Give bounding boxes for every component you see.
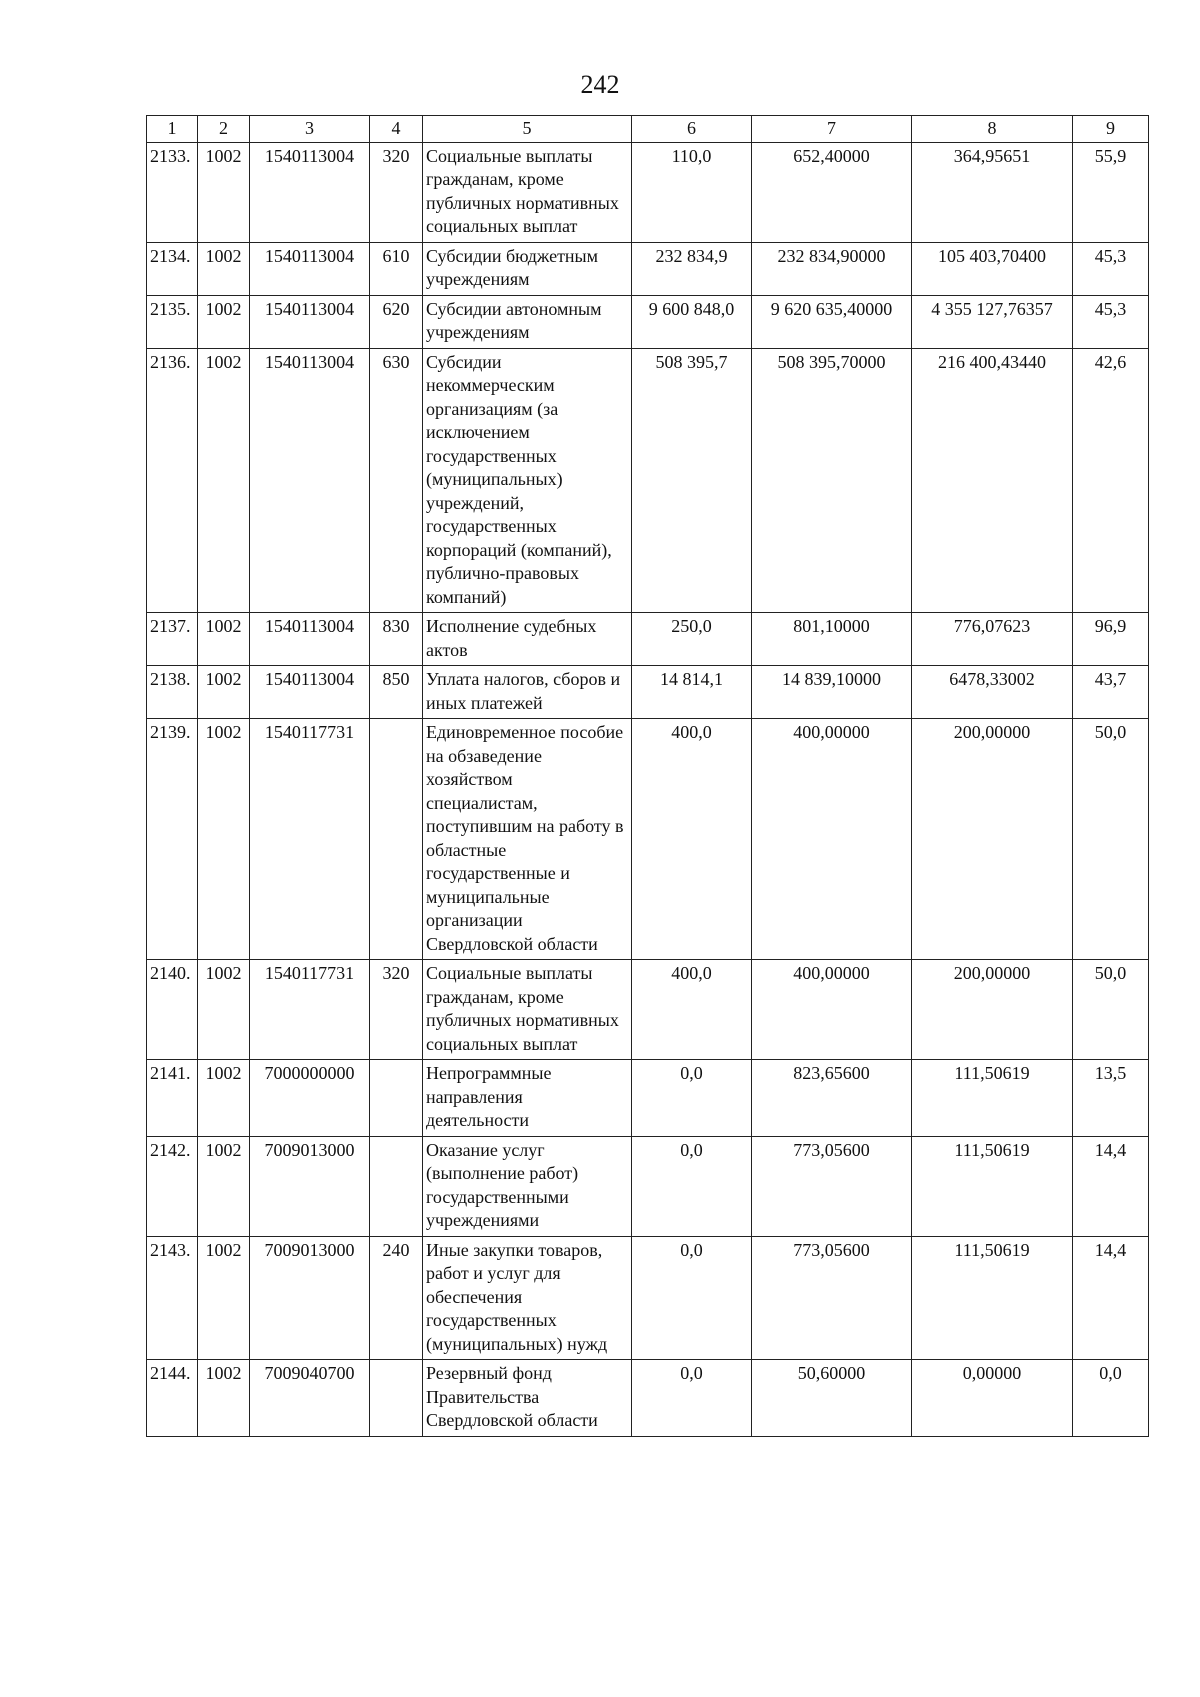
row-number-cell: 2136. xyxy=(147,348,198,613)
budget-amount-cell: 400,00000 xyxy=(752,719,912,960)
row-number-cell: 2144. xyxy=(147,1360,198,1437)
budget-amount-cell: 801,10000 xyxy=(752,613,912,666)
section-code-cell: 1002 xyxy=(198,719,250,960)
approved-amount-cell: 14 814,1 xyxy=(632,666,752,719)
section-code-cell: 1002 xyxy=(198,1060,250,1137)
target-code-cell: 1540113004 xyxy=(250,666,370,719)
item-name-cell: Субсидии автономным учреждениям xyxy=(423,295,632,348)
section-code-cell: 1002 xyxy=(198,613,250,666)
expense-type-code-cell xyxy=(370,1060,423,1137)
section-code-cell: 1002 xyxy=(198,960,250,1060)
execution-percent-cell: 45,3 xyxy=(1073,295,1149,348)
row-number-cell: 2140. xyxy=(147,960,198,1060)
table-body xyxy=(147,142,1149,1436)
executed-amount-cell: 216 400,43440 xyxy=(912,348,1073,613)
row-number-cell: 2134. xyxy=(147,242,198,295)
executed-amount-cell: 111,50619 xyxy=(912,1136,1073,1236)
expense-type-code-cell: 320 xyxy=(370,142,423,242)
executed-amount-cell: 200,00000 xyxy=(912,719,1073,960)
row-number-cell: 2142. xyxy=(147,1136,198,1236)
expense-type-code-cell: 620 xyxy=(370,295,423,348)
row-number-cell: 2143. xyxy=(147,1236,198,1360)
column-header: 3 xyxy=(250,116,370,143)
execution-percent-cell: 14,4 xyxy=(1073,1236,1149,1360)
approved-amount-cell: 400,0 xyxy=(632,960,752,1060)
table-row xyxy=(147,960,1149,1060)
budget-amount-cell: 400,00000 xyxy=(752,960,912,1060)
section-code-cell: 1002 xyxy=(198,142,250,242)
approved-amount-cell: 0,0 xyxy=(632,1360,752,1437)
section-code-cell: 1002 xyxy=(198,1360,250,1437)
execution-percent-cell: 96,9 xyxy=(1073,613,1149,666)
item-name-cell: Резервный фонд Правительства Свердловской области xyxy=(423,1360,632,1437)
column-header: 8 xyxy=(912,116,1073,143)
target-code-cell: 1540117731 xyxy=(250,719,370,960)
target-code-cell: 1540113004 xyxy=(250,142,370,242)
approved-amount-cell: 0,0 xyxy=(632,1136,752,1236)
section-code-cell: 1002 xyxy=(198,242,250,295)
item-name-cell: Оказание услуг (выполнение работ) государственными учреждениями xyxy=(423,1136,632,1236)
approved-amount-cell: 400,0 xyxy=(632,719,752,960)
section-code-cell: 1002 xyxy=(198,1236,250,1360)
approved-amount-cell: 9 600 848,0 xyxy=(632,295,752,348)
budget-amount-cell: 14 839,10000 xyxy=(752,666,912,719)
execution-percent-cell: 0,0 xyxy=(1073,1360,1149,1437)
budget-table xyxy=(146,115,1149,1437)
item-name-cell: Непрограммные направления деятельности xyxy=(423,1060,632,1137)
expense-type-code-cell: 850 xyxy=(370,666,423,719)
item-name-cell: Социальные выплаты гражданам, кроме публичных нормативных социальных выплат xyxy=(423,960,632,1060)
executed-amount-cell: 0,00000 xyxy=(912,1360,1073,1437)
expense-type-code-cell: 320 xyxy=(370,960,423,1060)
section-code-cell: 1002 xyxy=(198,666,250,719)
table-row xyxy=(147,666,1149,719)
target-code-cell: 7009013000 xyxy=(250,1236,370,1360)
approved-amount-cell: 0,0 xyxy=(632,1060,752,1137)
executed-amount-cell: 200,00000 xyxy=(912,960,1073,1060)
target-code-cell: 7009040700 xyxy=(250,1360,370,1437)
execution-percent-cell: 50,0 xyxy=(1073,960,1149,1060)
executed-amount-cell: 6478,33002 xyxy=(912,666,1073,719)
item-name-cell: Уплата налогов, сборов и иных платежей xyxy=(423,666,632,719)
column-header: 2 xyxy=(198,116,250,143)
execution-percent-cell: 42,6 xyxy=(1073,348,1149,613)
section-code-cell: 1002 xyxy=(198,295,250,348)
section-code-cell: 1002 xyxy=(198,1136,250,1236)
row-number-cell: 2133. xyxy=(147,142,198,242)
table-row xyxy=(147,142,1149,242)
column-header: 6 xyxy=(632,116,752,143)
row-number-cell: 2137. xyxy=(147,613,198,666)
column-header: 5 xyxy=(423,116,632,143)
column-header: 4 xyxy=(370,116,423,143)
table-row xyxy=(147,1136,1149,1236)
table-row xyxy=(147,613,1149,666)
expense-type-code-cell: 830 xyxy=(370,613,423,666)
executed-amount-cell: 111,50619 xyxy=(912,1060,1073,1137)
budget-amount-cell: 50,60000 xyxy=(752,1360,912,1437)
table-row xyxy=(147,1236,1149,1360)
budget-amount-cell: 508 395,70000 xyxy=(752,348,912,613)
execution-percent-cell: 50,0 xyxy=(1073,719,1149,960)
budget-amount-cell: 232 834,90000 xyxy=(752,242,912,295)
expense-type-code-cell: 610 xyxy=(370,242,423,295)
budget-amount-cell: 773,05600 xyxy=(752,1136,912,1236)
execution-percent-cell: 45,3 xyxy=(1073,242,1149,295)
item-name-cell: Субсидии бюджетным учреждениям xyxy=(423,242,632,295)
column-header: 9 xyxy=(1073,116,1149,143)
column-header: 1 xyxy=(147,116,198,143)
executed-amount-cell: 4 355 127,76357 xyxy=(912,295,1073,348)
item-name-cell: Социальные выплаты гражданам, кроме публичных нормативных социальных выплат xyxy=(423,142,632,242)
executed-amount-cell: 105 403,70400 xyxy=(912,242,1073,295)
table-header-row xyxy=(147,116,1149,143)
row-number-cell: 2138. xyxy=(147,666,198,719)
row-number-cell: 2135. xyxy=(147,295,198,348)
item-name-cell: Исполнение судебных актов xyxy=(423,613,632,666)
table-row xyxy=(147,719,1149,960)
execution-percent-cell: 43,7 xyxy=(1073,666,1149,719)
approved-amount-cell: 0,0 xyxy=(632,1236,752,1360)
approved-amount-cell: 508 395,7 xyxy=(632,348,752,613)
section-code-cell: 1002 xyxy=(198,348,250,613)
budget-amount-cell: 652,40000 xyxy=(752,142,912,242)
budget-amount-cell: 9 620 635,40000 xyxy=(752,295,912,348)
target-code-cell: 1540117731 xyxy=(250,960,370,1060)
approved-amount-cell: 110,0 xyxy=(632,142,752,242)
item-name-cell: Единовременное пособие на обзаведение хозяйством специалистам, поступившим на работу в областные государственные и муниципальные организации Свердловской области xyxy=(423,719,632,960)
target-code-cell: 1540113004 xyxy=(250,295,370,348)
executed-amount-cell: 111,50619 xyxy=(912,1236,1073,1360)
target-code-cell: 7000000000 xyxy=(250,1060,370,1137)
page-number: 242 xyxy=(580,70,620,99)
budget-amount-cell: 773,05600 xyxy=(752,1236,912,1360)
table-row xyxy=(147,1360,1149,1437)
approved-amount-cell: 250,0 xyxy=(632,613,752,666)
expense-type-code-cell xyxy=(370,719,423,960)
item-name-cell: Субсидии некоммерческим организациям (за исключением государственных (муниципальных) учреждений, государственных корпораций (компаний), публично-правовых компаний) xyxy=(423,348,632,613)
column-header: 7 xyxy=(752,116,912,143)
row-number-cell: 2141. xyxy=(147,1060,198,1137)
table-row xyxy=(147,295,1149,348)
executed-amount-cell: 364,95651 xyxy=(912,142,1073,242)
executed-amount-cell: 776,07623 xyxy=(912,613,1073,666)
budget-amount-cell: 823,65600 xyxy=(752,1060,912,1137)
approved-amount-cell: 232 834,9 xyxy=(632,242,752,295)
execution-percent-cell: 13,5 xyxy=(1073,1060,1149,1137)
target-code-cell: 1540113004 xyxy=(250,613,370,666)
expense-type-code-cell: 240 xyxy=(370,1236,423,1360)
expense-type-code-cell xyxy=(370,1360,423,1437)
expense-type-code-cell: 630 xyxy=(370,348,423,613)
target-code-cell: 1540113004 xyxy=(250,242,370,295)
table-row xyxy=(147,242,1149,295)
table-row xyxy=(147,1060,1149,1137)
execution-percent-cell: 14,4 xyxy=(1073,1136,1149,1236)
item-name-cell: Иные закупки товаров, работ и услуг для обеспечения государственных (муниципальных) нужд xyxy=(423,1236,632,1360)
execution-percent-cell: 55,9 xyxy=(1073,142,1149,242)
row-number-cell: 2139. xyxy=(147,719,198,960)
target-code-cell: 1540113004 xyxy=(250,348,370,613)
target-code-cell: 7009013000 xyxy=(250,1136,370,1236)
expense-type-code-cell xyxy=(370,1136,423,1236)
table-row xyxy=(147,348,1149,613)
